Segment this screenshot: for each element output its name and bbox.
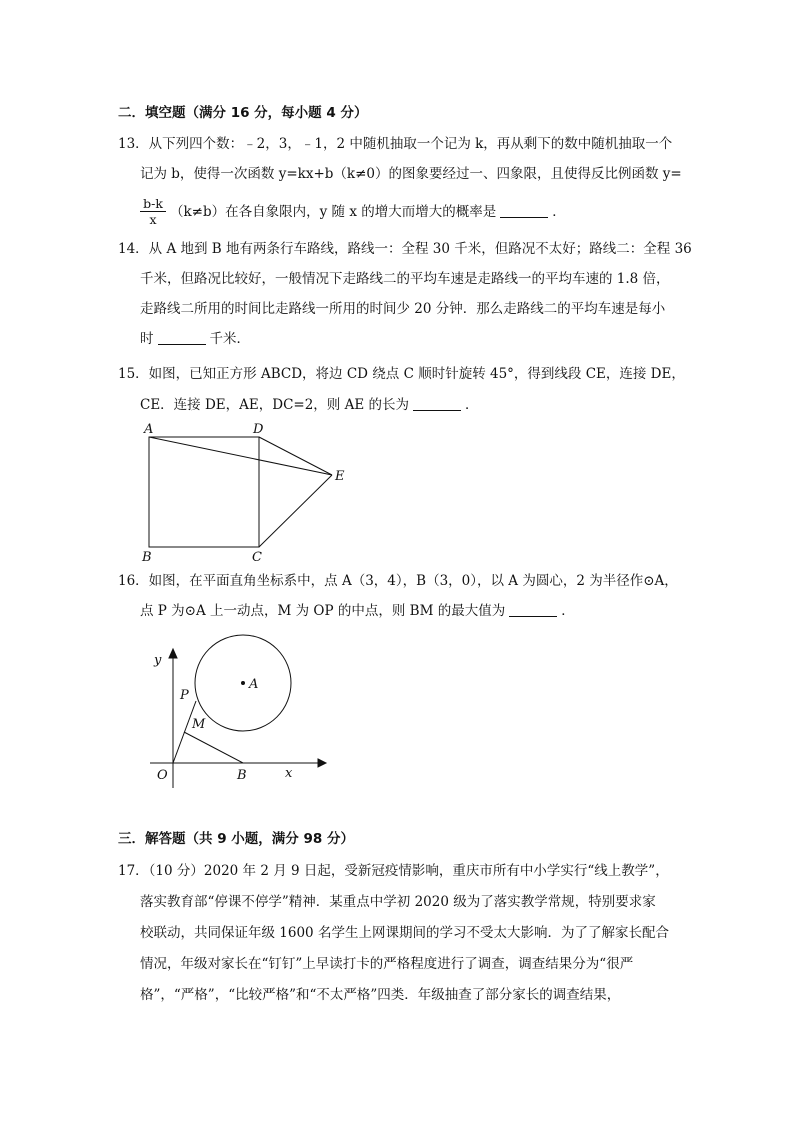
label-b: B	[237, 768, 247, 783]
q16-figure	[140, 628, 340, 788]
q16-answer-blank[interactable]	[509, 603, 557, 617]
q17-line4: 情况，年级对家长在“钉钉”上早读打卡的严格程度进行了调查，调查结果分为“很严	[140, 956, 634, 972]
square-abcd	[149, 437, 259, 547]
q17-line5: 格”，“严格”，“比较严格”和“不太严格”四类．年级抽查了部分家长的调查结果，	[140, 987, 621, 1003]
q16-line2	[140, 602, 575, 620]
q13-line1: 13．从下列四个数：﹣2，3，﹣1，2 中随机抽取一个记为 k，再从剩下的数中随机抽取一个	[118, 136, 673, 152]
section2-heading: 二．填空题（满分 16 分，每小题 4 分）	[118, 105, 368, 121]
q13-line2: 记为 b，使得一次函数 y=kx+b（k≠0）的图象要经过一、四象限，且使得反比例函数 y=	[140, 166, 682, 182]
q13-fraction	[140, 196, 166, 227]
q17-line1: 17．（10 分）2020 年 2 月 9 日起，受新冠疫情影响，重庆市所有中小学实行“线上教学”，	[118, 863, 669, 879]
label-m: M	[192, 717, 206, 732]
q14-line3: 走路线二所用的时间比走路线一所用的时间少 20 分钟．那么走路线二的平均车速是每小	[140, 301, 666, 317]
label-y: y	[154, 653, 162, 668]
segment-de	[259, 437, 332, 475]
y-axis-arrow	[169, 649, 177, 658]
segment-ce	[259, 475, 332, 547]
label-p: P	[180, 688, 189, 703]
q16-line2-end: ．	[561, 603, 575, 619]
q17-line2: 落实教育部“停课不停学”精神．某重点中学初 2020 级为了落实教学常规，特别要求家	[140, 894, 656, 910]
label-x: x	[285, 766, 293, 781]
label-c: C	[252, 550, 262, 565]
q14-line1: 14．从 A 地到 B 地有两条行车路线，路线一：全程 30 千米，但路况不太好；路线二：全程 36	[118, 241, 692, 257]
label-d: D	[253, 422, 264, 437]
label-o: O	[157, 768, 168, 783]
q15-line2-end: ．	[465, 397, 479, 413]
q14-line4-end: 千米．	[209, 331, 250, 347]
label-e: E	[335, 469, 345, 484]
q15-line2	[140, 396, 479, 414]
q16-line2-text: 点 P 为⊙A 上一动点，M 为 OP 的中点，则 BM 的最大值为	[140, 603, 506, 619]
q14-answer-blank[interactable]	[158, 331, 206, 345]
q14-line2: 千米，但路况比较好，一般情况下走路线二的平均车速是走路线一的平均车速的 1.8 倍，	[140, 271, 670, 287]
label-a: A	[144, 422, 154, 437]
segment-mb	[184, 732, 243, 763]
q13-line3-end: ．	[552, 204, 566, 220]
label-a: A	[249, 677, 259, 692]
q17-line3: 校联动，共同保证年级 1600 名学生上网课期间的学习不受太大影响．为了了解家长配合	[140, 925, 669, 941]
center-a-dot	[241, 681, 245, 685]
q13-line3-text: （k≠b）在各自象限内，y 随 x 的增大而增大的概率是	[170, 204, 497, 220]
q16-line1: 16．如图，在平面直角坐标系中，点 A（3，4），B（3，0），以 A 为圆心，2 为半径作⊙A，	[118, 573, 678, 589]
q14-line4	[140, 330, 250, 348]
q13-frac-numerator: b-k	[140, 196, 166, 212]
q13-line3	[170, 203, 566, 221]
segment-ae	[149, 437, 332, 475]
x-axis-arrow	[318, 759, 326, 767]
q13-frac-denominator: x	[149, 212, 157, 227]
section3-heading: 三．解答题（共 9 小题，满分 98 分）	[118, 831, 354, 847]
label-b: B	[142, 550, 152, 565]
q15-answer-blank[interactable]	[413, 397, 461, 411]
q15-line1: 15．如图，已知正方形 ABCD，将边 CD 绕点 C 顺时针旋转 45°，得到线段 CE，连接 DE，	[118, 366, 685, 382]
q14-line4-start: 时	[140, 331, 154, 347]
q15-figure	[130, 415, 360, 570]
q13-answer-blank[interactable]	[500, 204, 548, 218]
q15-line2-text: CE．连接 DE，AE，DC=2，则 AE 的长为	[140, 397, 409, 413]
